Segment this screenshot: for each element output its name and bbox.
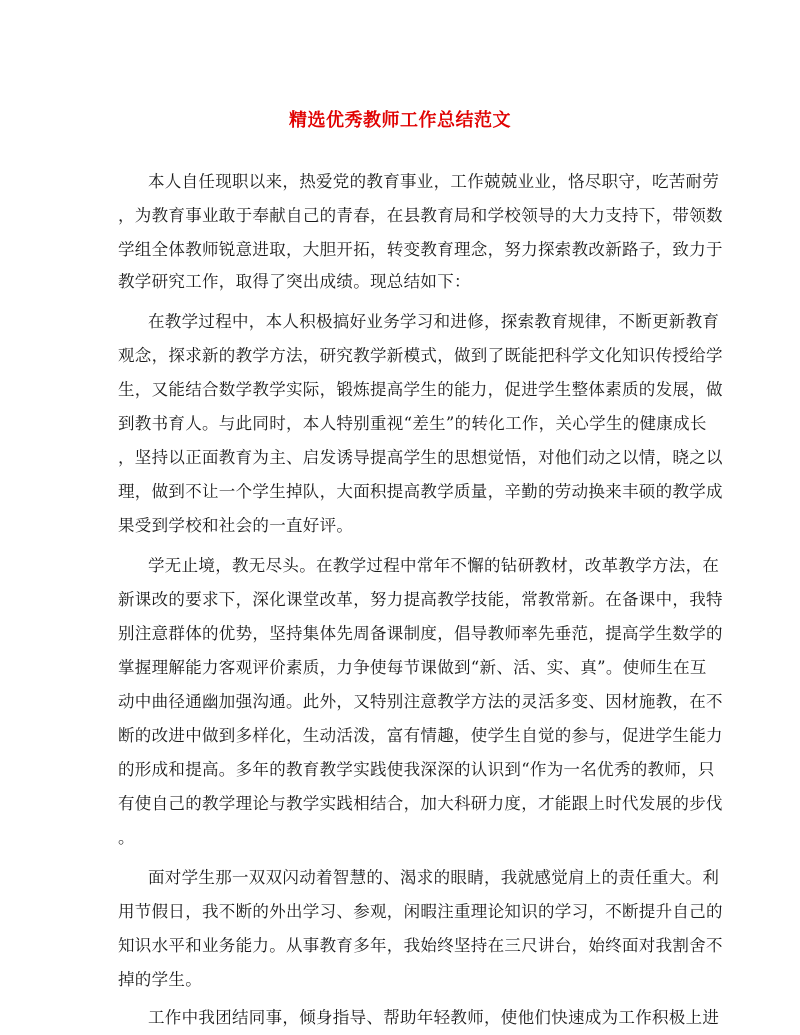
text-line: 在教学过程中，本人积极搞好业务学习和进修，探索教育规律，不断更新教育 (148, 312, 720, 331)
document-title: 精选优秀教师工作总结范文 (289, 110, 511, 131)
text-line: ，坚持以正面教育为主、启发诱导提高学生的思想觉悟，对他们动之以情，晓之以 (118, 448, 723, 467)
text-line: 生，又能结合数学教学实际，锻炼提高学生的能力，促进学生整体素质的发展，做 (118, 380, 723, 399)
text-line: 的形成和提高。多年的教育教学实践使我深深的认识到“作为一名优秀的教师，只 (118, 760, 715, 779)
text-line: 到教书育人。与此同时，本人特别重视“差生”的转化工作，关心学生的健康成长 (118, 414, 707, 433)
text-line: ，为教育事业敢于奉献自己的青春，在县教育局和学校领导的大力支持下，带领数 (118, 206, 723, 225)
text-line: 用节假日，我不断的外出学习、参观，闲暇注重理论知识的学习，不断提升自己的 (118, 902, 723, 921)
text-line: 观念，探求新的教学方法，研究教学新模式，做到了既能把科学文化知识传授给学 (118, 346, 723, 365)
text-line: 掉的学生。 (118, 970, 202, 989)
text-line: 动中曲径通幽加强沟通。此外，又特别注意教学方法的灵活多变、因材施教，在不 (118, 692, 723, 711)
text-line: 知识水平和业务能力。从事教育多年，我始终坚持在三尺讲台，始终面对我割舍不 (118, 936, 723, 955)
text-line: 别注意群体的优势，坚持集体先周备课制度，倡导教师率先垂范，提高学生数学的 (118, 624, 723, 643)
text-line: 工作中我团结同事，倾身指导、帮助年轻教师，使他们快速成为工作积极上进 (148, 1008, 720, 1027)
text-line: 果受到学校和社会的一直好评。 (118, 516, 354, 535)
text-line: 学无止境，教无尽头。在教学过程中常年不懈的钻研教材，改革教学方法，在 (148, 556, 720, 575)
text-line: 断的改进中做到多样化，生动活泼，富有情趣，使学生自觉的参与，促进学生能力 (118, 726, 723, 745)
text-line: 掌握理解能力客观评价素质，力争使每节课做到“新、活、实、真”。使师生在互 (118, 658, 707, 677)
text-line: 面对学生那一双双闪动着智慧的、渴求的眼睛，我就感觉肩上的责任重大。利 (148, 868, 720, 887)
text-line: 本人自任现职以来，热爱党的教育事业，工作兢兢业业，恪尽职守，吃苦耐劳 (148, 172, 720, 191)
text-line: 新课改的要求下，深化课堂改革，努力提高教学技能，常教常新。在备课中，我特 (118, 590, 723, 609)
text-line: 理，做到不让一个学生掉队，大面积提高教学质量，辛勤的劳动换来丰硕的教学成 (118, 482, 723, 501)
text-line: 学组全体教师锐意进取，大胆开拓，转变教育理念，努力探索教改新路子，致力于 (118, 240, 723, 259)
text-line: 。 (118, 828, 135, 847)
text-line: 教学研究工作，取得了突出成绩。现总结如下： (118, 272, 471, 291)
text-line: 有使自己的教学理论与教学实践相结合，加大科研力度，才能跟上时代发展的步伐 (118, 794, 723, 813)
